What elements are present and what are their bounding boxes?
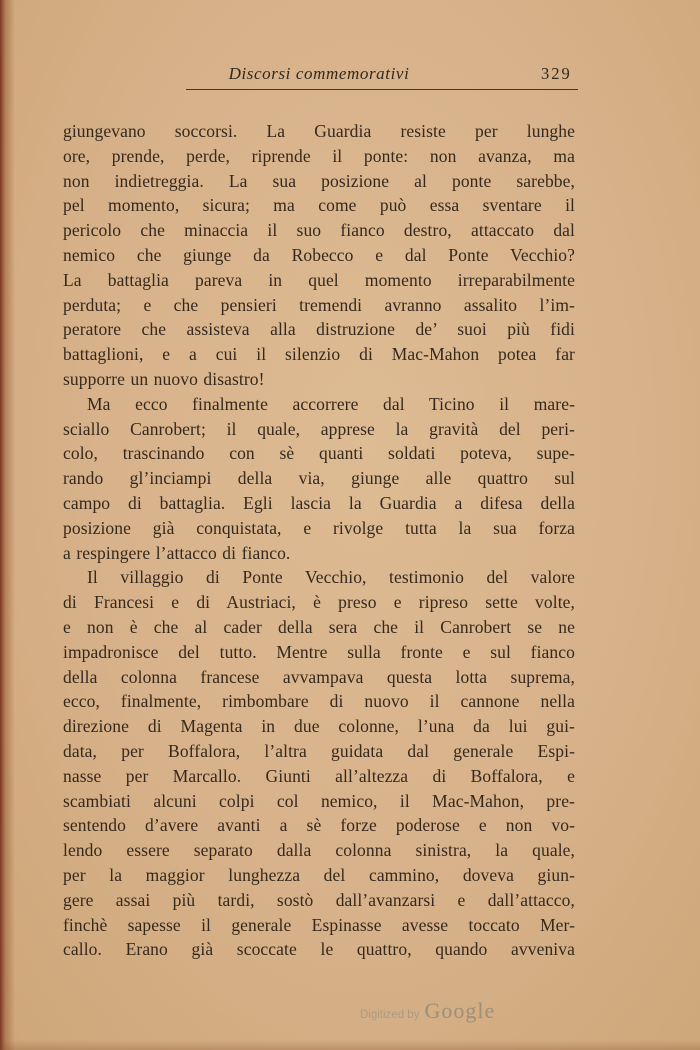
text-line: ore, prende, perde, riprende il ponte: non avanza, ma xyxy=(63,145,575,166)
text-line: gere assai più tardi, sostò dall’avanzarsi e dall’attacco, xyxy=(63,889,575,910)
text-line: callo. Erano già scoccate le quattro, quando avveniva xyxy=(63,939,575,960)
text-line: campo di battaglia. Egli lascia la Guardia a difesa della xyxy=(63,492,575,513)
text-line: a respingere l’attacco di fianco. xyxy=(63,542,291,563)
text-line: Il villaggio di Ponte Vecchio, testimonio del valore xyxy=(87,567,575,588)
watermark-prefix: Digitized by xyxy=(360,1009,420,1021)
text-line: impadronisce del tutto. Mentre sulla fronte e sul fianco xyxy=(63,641,575,662)
paragraph xyxy=(63,392,575,566)
text-line: non indietreggia. La sua posizione al ponte sarebbe, xyxy=(63,170,575,191)
header-rule xyxy=(186,89,578,90)
text-line: della colonna francese avvampava questa lotta suprema, xyxy=(63,666,575,687)
text-line: scambiati alcuni colpi col nemico, il Mac-Mahon, pre- xyxy=(63,790,575,811)
text-line: Ma ecco finalmente accorrere dal Ticino il mare- xyxy=(87,393,575,414)
text-line: di Francesi e di Austriaci, è preso e ripreso sette volte, xyxy=(63,592,575,613)
running-header-title: Discorsi commemorativi xyxy=(228,64,410,83)
text-line: nasse per Marcallo. Giunti all’altezza di Boffalora, e xyxy=(63,765,575,786)
text-line: rando gl’inciampi della via, giunge alle quattro sul xyxy=(63,468,575,489)
text-line: peratore che assisteva alla distruzione de’ suoi più fidi xyxy=(63,319,575,340)
page-number: 329 xyxy=(541,64,572,83)
page-body xyxy=(63,119,575,962)
text-line: direzione di Magenta in due colonne, l’una da lui gui- xyxy=(63,716,575,737)
text-line: ecco, finalmente, rimbombare di nuovo il cannone nella xyxy=(63,691,575,712)
text-line: pel momento, sicura; ma come può essa sventare il xyxy=(63,195,575,216)
paragraph xyxy=(63,565,575,962)
text-line: e non è che al cader della sera che il Canrobert se ne xyxy=(63,616,575,637)
paragraph xyxy=(63,119,575,392)
page-left-edge-shadow xyxy=(0,0,15,1050)
text-line: La battaglia pareva in quel momento irreparabilmente xyxy=(63,269,575,290)
page-bottom-edge-shadow xyxy=(0,1040,700,1050)
text-line: battaglioni, e a cui il silenzio di Mac-Mahon potea far xyxy=(63,344,575,365)
text-line: supporre un nuovo disastro! xyxy=(63,368,265,389)
text-line: colo, trascinando con sè quanti soldati poteva, supe- xyxy=(63,443,575,464)
text-line: giungevano soccorsi. La Guardia resiste per lunghe xyxy=(63,121,575,141)
text-line: lendo essere separato dalla colonna sinistra, la quale, xyxy=(63,840,575,861)
text-line: per la maggior lunghezza del cammino, doveva giun- xyxy=(63,864,575,885)
text-line: sciallo Canrobert; il quale, apprese la gravità del peri- xyxy=(63,418,575,439)
text-line: nemico che giunge da Robecco e dal Ponte Vecchio? xyxy=(63,244,575,265)
text-line: finchè sapesse il generale Espinasse avesse toccato Mer- xyxy=(63,914,575,935)
digitized-watermark xyxy=(360,998,495,1024)
text-line: sentendo d’avere avanti a sè forze poderose e non vo- xyxy=(63,815,575,836)
text-line: perduta; e che pensieri tremendi avranno assalito l’im- xyxy=(63,294,575,315)
text-line: pericolo che minaccia il suo fianco destro, attaccato dal xyxy=(63,220,575,241)
google-logo: Google xyxy=(424,998,496,1023)
text-line: posizione già conquistata, e rivolge tutta la sua forza xyxy=(63,517,575,538)
text-line: data, per Boffalora, l’altra guidata dal generale Espi- xyxy=(63,740,575,761)
